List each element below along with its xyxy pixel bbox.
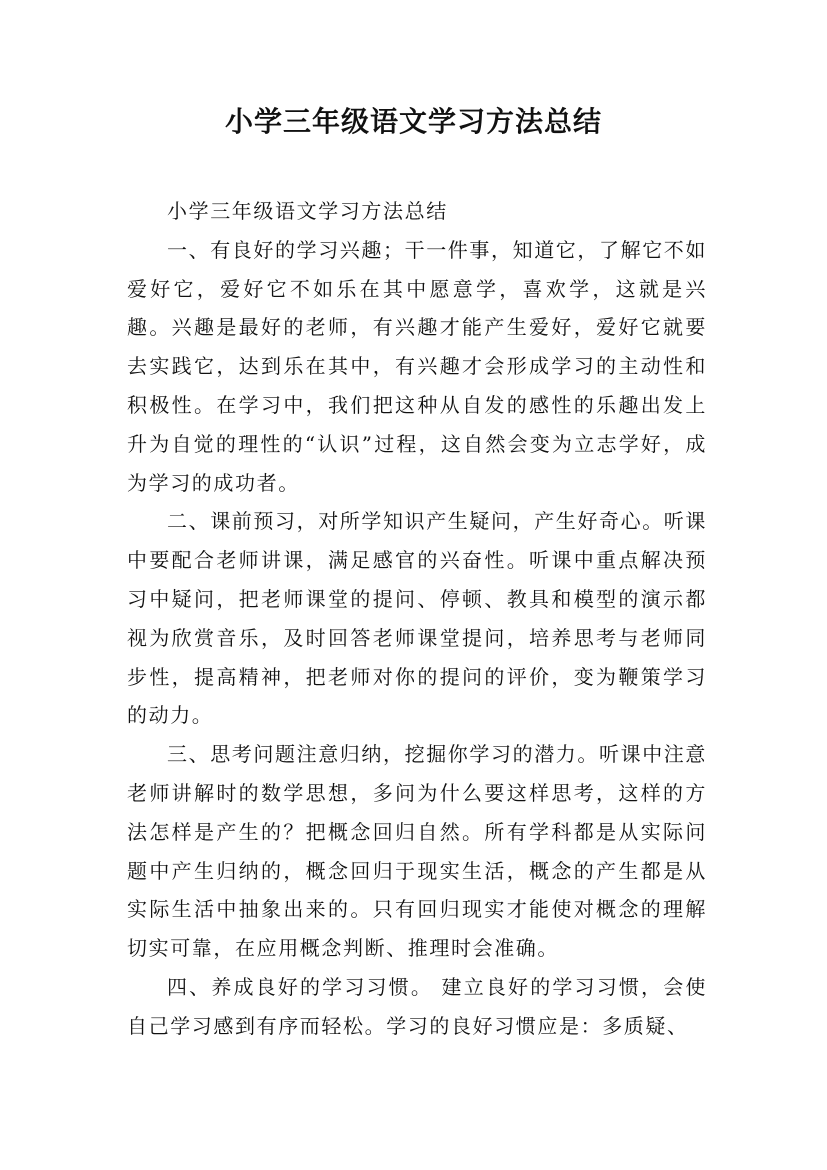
paragraph-habits: 四、养成良好的学习习惯。 建立良好的学习习惯，会使自己学习感到有序而轻松。学习的良好习惯应是：多质疑、 xyxy=(127,974,707,1038)
paragraph-thinking: 三、思考问题注意归纳，挖掘你学习的潜力。听课中注意老师讲解时的数学思想，多问为什么要这样思考，这样的方法怎样是产生的？把概念回归自然。所有学科都是从实际问题中产生归纳的，概念回归于现实生活，概念的产生都是从实际生活中抽象出来的。只有回归现实才能使对概念的理解切实可靠，在应用概念判断、推理时会准确。 xyxy=(127,742,707,961)
document-subtitle: 小学三年级语文学习方法总结 xyxy=(167,199,448,223)
paragraph-preview: 二、课前预习，对所学知识产生疑问，产生好奇心。听课中要配合老师讲课，满足感官的兴奋性。听课中重点解决预习中疑问，把老师课堂的提问、停顿、教具和模型的演示都视为欣赏音乐，及时回答老师课堂提问，培养思考与老师同步性，提高精神，把老师对你的提问的评价，变为鞭策学习的动力。 xyxy=(127,509,707,728)
paragraph-interest: 一、有良好的学习兴趣；干一件事，知道它，了解它不如爱好它，爱好它不如乐在其中愿意学，喜欢学，这就是兴趣。兴趣是最好的老师，有兴趣才能产生爱好，爱好它就要去实践它，达到乐在其中，有兴趣才会形成学习的主动性和积极性。在学习中，我们把这种从自发的感性的乐趣出发上升为自觉的理性的“认识”过程，这自然会变为立志学好，成为学习的成功者。 xyxy=(127,237,707,495)
document-title: 小学三年级语文学习方法总结 xyxy=(224,105,602,138)
document-body xyxy=(127,192,707,1046)
